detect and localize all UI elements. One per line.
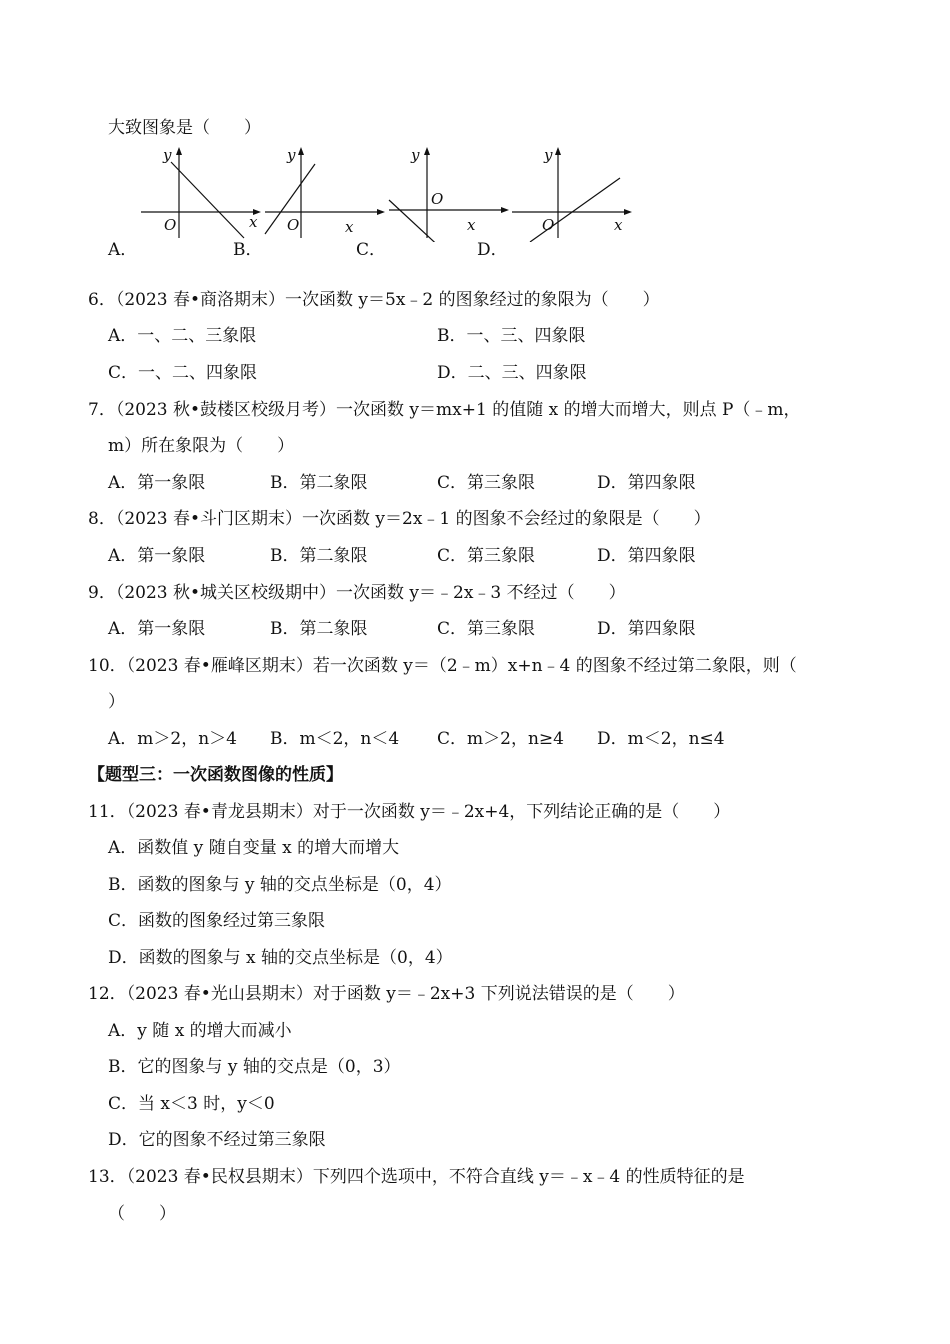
q11-option-b[interactable]: B．函数的图象与 y 轴的交点坐标是（0，4） <box>108 875 452 895</box>
svg-text:y: y <box>544 146 553 164</box>
q11-stem: 11．（2023 春•青龙县期末）对于一次函数 y＝﹣2x+4，下列结论正确的是（ ） <box>88 802 731 822</box>
graph-d-label: D． <box>477 240 508 260</box>
q6-stem: 6．（2023 春•商洛期末）一次函数 y＝5x﹣2 的图象经过的象限为（ ） <box>88 290 660 310</box>
q12-stem: 12．（2023 春•光山县期末）对于函数 y＝﹣2x+3 下列说法错误的是（ ） <box>88 984 685 1004</box>
q10-option-d[interactable]: D．m＜2，n≤4 <box>597 729 725 749</box>
q6-option-b[interactable]: B．一、三、四象限 <box>437 326 586 346</box>
graph-c-label: C． <box>356 240 387 260</box>
q9-option-a[interactable]: A．第一象限 <box>108 619 206 639</box>
q12-option-b[interactable]: B．它的图象与 y 轴的交点是（0，3） <box>108 1057 401 1077</box>
q8-option-d[interactable]: D．第四象限 <box>597 546 696 566</box>
q6-option-d[interactable]: D．二、三、四象限 <box>437 363 587 383</box>
graph-a-label: A． <box>108 240 138 260</box>
q10-stem-line1: 10．（2023 春•雁峰区期末）若一次函数 y＝（2﹣m）x+n﹣4 的图象不经过第二象限，则（ <box>88 656 797 676</box>
q13-stem-line1: 13．（2023 春•民权县期末）下列四个选项中，不符合直线 y＝﹣x﹣4 的性质特征的是 <box>88 1167 745 1187</box>
q9-stem: 9．（2023 秋•城关区校级期中）一次函数 y＝﹣2x﹣3 不经过（ ） <box>88 583 626 603</box>
svg-text:x: x <box>614 216 623 234</box>
q7-option-c[interactable]: C．第三象限 <box>437 473 536 493</box>
q10-option-a[interactable]: A．m＞2，n＞4 <box>108 729 237 749</box>
svg-text:x: x <box>467 216 476 234</box>
q7-stem-line2: m）所在象限为（ ） <box>108 436 295 456</box>
q7-stem-line1: 7．（2023 秋•鼓楼区校级月考）一次函数 y＝mx+1 的值随 x 的增大而增大，则点 P（﹣m， <box>88 400 801 420</box>
q11-option-a[interactable]: A．函数值 y 随自变量 x 的增大而增大 <box>108 838 400 858</box>
graph-b <box>263 142 388 242</box>
q7-option-a[interactable]: A．第一象限 <box>108 473 206 493</box>
svg-text:O: O <box>287 216 300 234</box>
q8-option-a[interactable]: A．第一象限 <box>108 546 206 566</box>
q13-stem-line2: （ ） <box>108 1204 176 1224</box>
svg-text:y: y <box>411 146 420 164</box>
q8-option-c[interactable]: C．第三象限 <box>437 546 536 566</box>
q8-stem: 8．（2023 春•斗门区期末）一次函数 y＝2x﹣1 的图象不会经过的象限是（ ） <box>88 509 711 529</box>
q11-option-c[interactable]: C．函数的图象经过第三象限 <box>108 911 326 931</box>
q5-graph-options <box>105 142 645 272</box>
svg-text:y: y <box>287 146 296 164</box>
section-heading: 【题型三：一次函数图像的性质】 <box>88 765 343 785</box>
graph-a <box>139 142 264 242</box>
q12-option-a[interactable]: A．y 随 x 的增大而减小 <box>108 1021 292 1041</box>
q8-option-b[interactable]: B．第二象限 <box>270 546 368 566</box>
q9-option-b[interactable]: B．第二象限 <box>270 619 368 639</box>
q6-option-a[interactable]: A．一、二、三象限 <box>108 326 257 346</box>
graph-b-label: B． <box>233 240 263 260</box>
svg-text:x: x <box>249 213 258 231</box>
q7-option-d[interactable]: D．第四象限 <box>597 473 696 493</box>
q10-option-c[interactable]: C．m＞2，n≥4 <box>437 729 564 749</box>
q9-option-d[interactable]: D．第四象限 <box>597 619 696 639</box>
q7-option-b[interactable]: B．第二象限 <box>270 473 368 493</box>
q10-stem-line2: ） <box>108 692 125 712</box>
graph-d <box>510 142 635 242</box>
q11-option-d[interactable]: D．函数的图象与 x 轴的交点坐标是（0，4） <box>108 948 453 968</box>
q12-option-d[interactable]: D．它的图象不经过第三象限 <box>108 1130 326 1150</box>
svg-text:O: O <box>542 216 555 234</box>
q5-tail: 大致图象是（ ） <box>108 118 261 138</box>
svg-text:O: O <box>431 190 444 208</box>
graph-c <box>387 142 512 242</box>
q12-option-c[interactable]: C．当 x＜3 时，y＜0 <box>108 1094 275 1114</box>
q6-option-c[interactable]: C．一、二、四象限 <box>108 363 258 383</box>
q10-option-b[interactable]: B．m＜2，n＜4 <box>270 729 400 749</box>
svg-text:x: x <box>345 218 354 236</box>
svg-text:O: O <box>164 216 177 234</box>
svg-text:y: y <box>163 146 172 164</box>
q9-option-c[interactable]: C．第三象限 <box>437 619 536 639</box>
